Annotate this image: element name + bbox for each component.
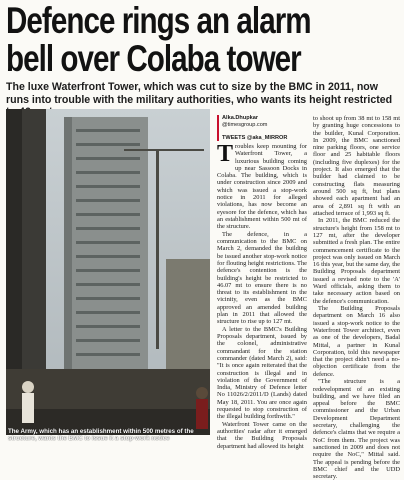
drop-cap: T <box>217 141 234 167</box>
byline-name: Alka.Dhupkar <box>222 115 259 121</box>
paragraph: A letter to the BMC's Building Proposals department, issued by the colonel, administrative commandant for the station commander (dated March 2), said: "It is once again reiterated that the construction is illegal and in violation of the Government of India, Ministry of Defence letter No 11026/2/2011/D (Lands) dated May 18, 2011. You are once again requested to stop construction of the illegal building forthwith." <box>217 325 307 421</box>
paragraph: Troubles keep mounting for Waterfront Tower, a luxurious building coming up near Sassoon Docks in Colaba. The building, which is under construction since 2009 and which was issued a stop-work notice in 2011 for alleged violations, has now become an eyesore for the defence, which has an establishment within 500 mt of the structure. <box>217 141 307 231</box>
article-column-2 <box>313 115 400 480</box>
headline-line-1: Defence rings an alarm <box>6 0 311 41</box>
paragraph: Waterfront Tower came on the authorities' radar after it emerged that the Building Proposals department had allowed its height <box>217 420 307 450</box>
byline <box>217 115 309 141</box>
paragraph: The Building Proposals department on March 16 also issued a stop-work notice to the Waterfront Tower architect, even as one of the developers, Badal Mittal, a partner in Kunal Corporation, told this newspaper that the project didn't need a no-objection certificate from the defence. <box>313 305 400 378</box>
article-column-1 <box>217 141 307 450</box>
paragraph: "The structure is a redevelopment of an existing building, and we have filed an appeal before the BMC commissioner and the Urban Development Department secretary, challenging the defence's claims that we require a NoC from them. The project was sanctioned in 2009 and does not require the NoC," Mittal said. The appeal is pending before the BMC chief and the UDD secretary. <box>313 378 400 480</box>
deck: The luxe Waterfront Tower, which was cut to size by the BMC in 2011, now runs into trouble with the military authorities, who wants its height restricted <box>6 81 393 106</box>
photo-caption: The Army, which has an establishment within 500 metres of the structure, wants the BMC to issue it a stop-work notice <box>8 428 194 443</box>
paragraph: In 2011, the BMC reduced the structure's height from 158 mt to 127 mt, after the developer submitted a fresh plan. The entire commencement certificate to the project was only issued on March 16 this year, but the same day, the Building Proposals department issued a revised note to the 'A' Ward officials, asking them to take necessary action based on the defence's communication. <box>313 217 400 305</box>
paragraph: The defence, in a communication to the BMC on March 2, demanded the building be issued another stop-work notice for flouting height restrictions. The defence's contention is the building's height be restricted to 46.07 mt to ensure there is no threat to its establishment in the vicinity, even as the BMC approved an amended building plan in 2011 that allowed the structure to rise up to 127 mt. <box>217 230 307 326</box>
headline-line-2: bell over Colaba tower <box>6 38 301 79</box>
byline-email: @timesgroup.com <box>222 121 268 128</box>
paragraph: to shoot up from 38 mt to 158 mt by granting huge concessions to the builder, Kunal Corporation. In 2009, the BMC sanctioned nine parking floors, one service floor and 25 habitable floors (including five duplexes) for the project. It also emerged that the builder had claimed to be constructing flats measuring around 500 sq ft, but plans showed each apartment had an area of 2,891 sq ft with an attached terrace of 1,993 sq ft. <box>313 115 400 217</box>
byline-twitter: TWEETS @aka_MIRROR <box>222 134 288 141</box>
tower-photo-image <box>6 109 210 435</box>
headline <box>6 2 398 78</box>
tower-photo <box>6 109 210 435</box>
